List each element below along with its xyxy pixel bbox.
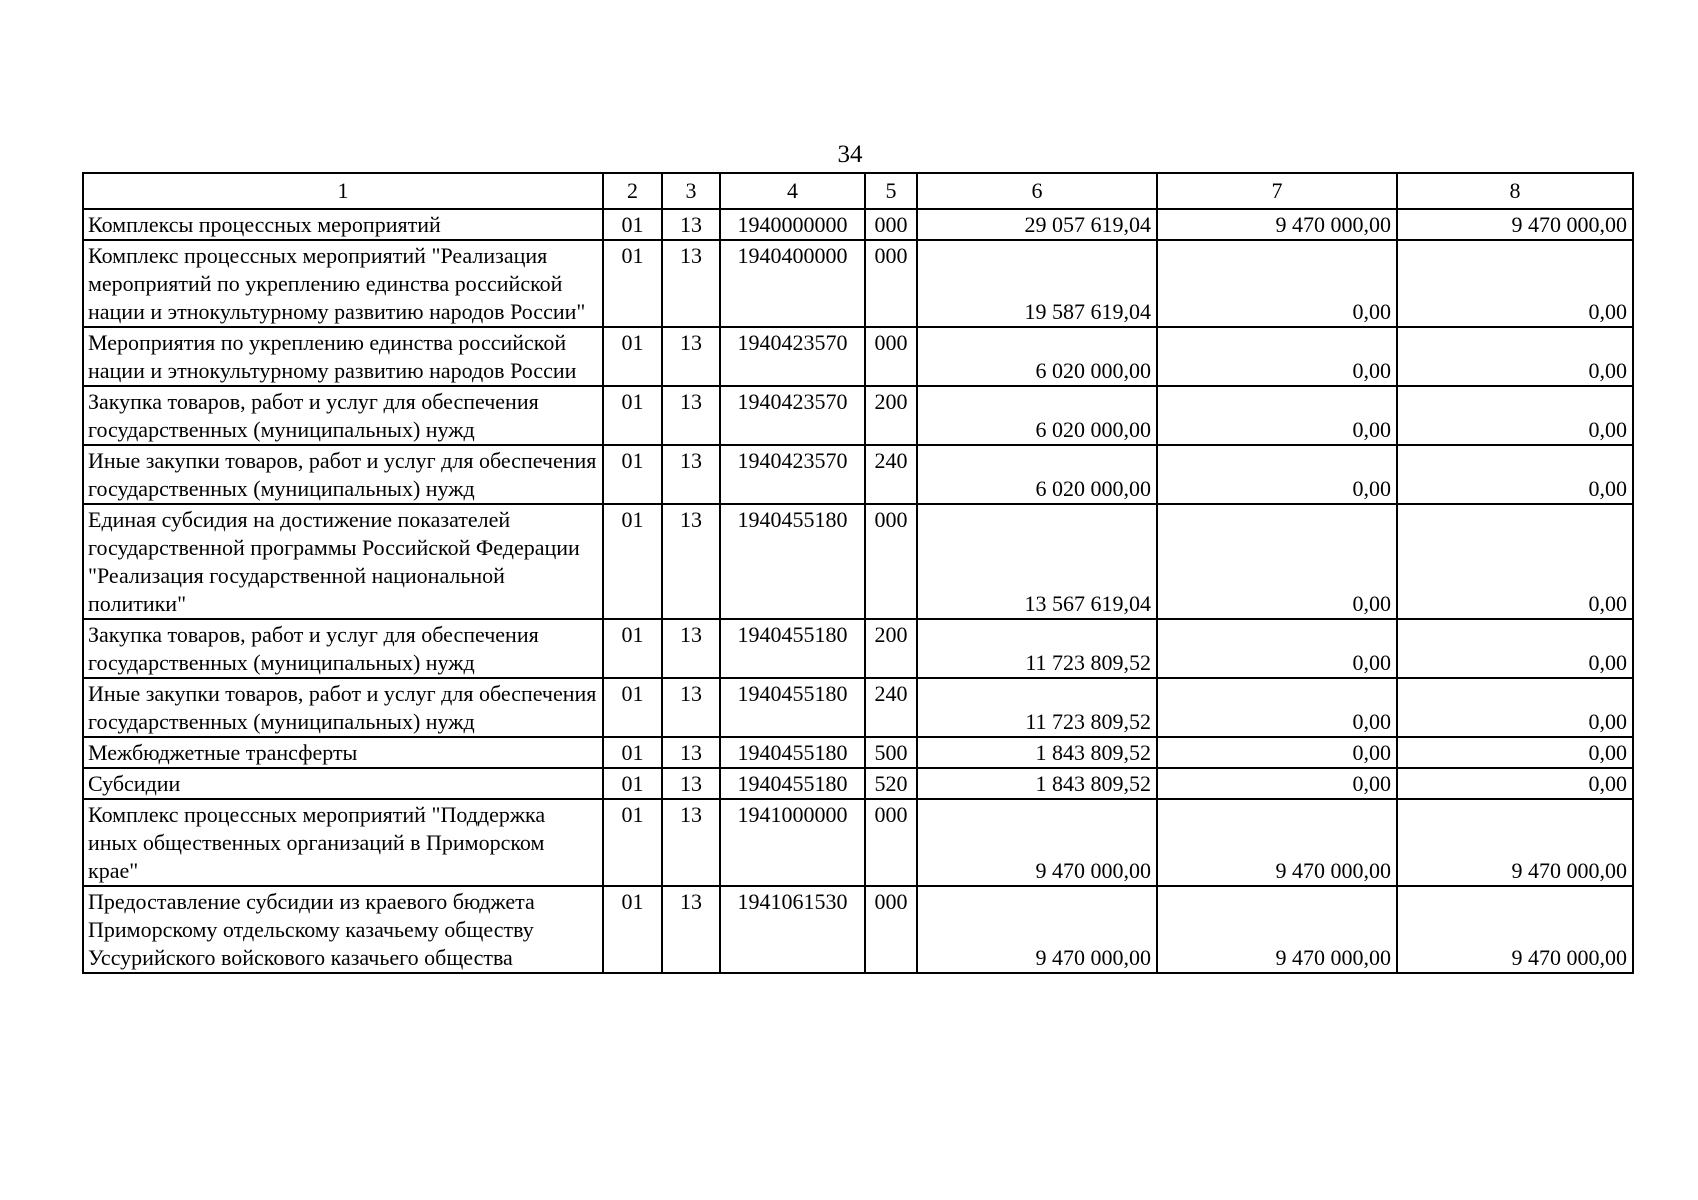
amount-col8-cell: 0,00 <box>1397 240 1633 327</box>
row-name-cell: Субсидии <box>83 768 603 799</box>
subsection-code-cell: 13 <box>662 886 720 973</box>
section-code-cell: 01 <box>603 886 662 973</box>
amount-col7-cell: 0,00 <box>1157 445 1397 504</box>
table-row <box>83 737 1633 768</box>
amount-col7-cell: 0,00 <box>1157 737 1397 768</box>
expense-type-cell: 200 <box>865 619 917 678</box>
section-code-cell: 01 <box>603 504 662 619</box>
expense-type-cell: 200 <box>865 386 917 445</box>
amount-col6-cell: 19 587 619,04 <box>917 240 1157 327</box>
amount-col6-cell: 1 843 809,52 <box>917 768 1157 799</box>
amount-col8-cell: 9 470 000,00 <box>1397 209 1633 240</box>
column-header: 4 <box>720 173 865 209</box>
subsection-code-cell: 13 <box>662 240 720 327</box>
amount-col6-cell: 6 020 000,00 <box>917 327 1157 386</box>
section-code-cell: 01 <box>603 386 662 445</box>
section-code-cell: 01 <box>603 209 662 240</box>
expense-type-cell: 500 <box>865 737 917 768</box>
row-name-cell: Закупка товаров, работ и услуг для обеспечения государственных (муниципальных) нужд <box>83 386 603 445</box>
target-article-cell: 1940455180 <box>720 619 865 678</box>
subsection-code-cell: 13 <box>662 799 720 886</box>
amount-col8-cell: 0,00 <box>1397 619 1633 678</box>
amount-col7-cell: 0,00 <box>1157 678 1397 737</box>
amount-col6-cell: 6 020 000,00 <box>917 386 1157 445</box>
expense-type-cell: 000 <box>865 209 917 240</box>
amount-col8-cell: 0,00 <box>1397 768 1633 799</box>
target-article-cell: 1940455180 <box>720 504 865 619</box>
table-row <box>83 504 1633 619</box>
expense-type-cell: 240 <box>865 678 917 737</box>
subsection-code-cell: 13 <box>662 445 720 504</box>
amount-col6-cell: 11 723 809,52 <box>917 678 1157 737</box>
target-article-cell: 1941061530 <box>720 886 865 973</box>
table-row <box>83 886 1633 973</box>
subsection-code-cell: 13 <box>662 209 720 240</box>
amount-col7-cell: 9 470 000,00 <box>1157 886 1397 973</box>
section-code-cell: 01 <box>603 768 662 799</box>
column-header: 8 <box>1397 173 1633 209</box>
row-name-cell: Мероприятия по укреплению единства российской нации и этнокультурному развитию народов России <box>83 327 603 386</box>
subsection-code-cell: 13 <box>662 678 720 737</box>
amount-col8-cell: 9 470 000,00 <box>1397 799 1633 886</box>
expense-type-cell: 000 <box>865 886 917 973</box>
expense-type-cell: 520 <box>865 768 917 799</box>
expense-type-cell: 000 <box>865 504 917 619</box>
amount-col6-cell: 1 843 809,52 <box>917 737 1157 768</box>
row-name-cell: Комплекс процессных мероприятий "Реализация мероприятий по укреплению единства российской нации и этнокультурному развитию народов России" <box>83 240 603 327</box>
row-name-cell: Иные закупки товаров, работ и услуг для обеспечения государственных (муниципальных) нужд <box>83 445 603 504</box>
table-row <box>83 799 1633 886</box>
row-name-cell: Межбюджетные трансферты <box>83 737 603 768</box>
section-code-cell: 01 <box>603 678 662 737</box>
amount-col6-cell: 9 470 000,00 <box>917 799 1157 886</box>
subsection-code-cell: 13 <box>662 504 720 619</box>
subsection-code-cell: 13 <box>662 619 720 678</box>
expense-type-cell: 000 <box>865 327 917 386</box>
row-name-cell: Комплексы процессных мероприятий <box>83 209 603 240</box>
expense-type-cell: 000 <box>865 799 917 886</box>
amount-col7-cell: 9 470 000,00 <box>1157 799 1397 886</box>
section-code-cell: 01 <box>603 619 662 678</box>
target-article-cell: 1940455180 <box>720 678 865 737</box>
subsection-code-cell: 13 <box>662 386 720 445</box>
table-header-row <box>83 173 1633 209</box>
expense-type-cell: 240 <box>865 445 917 504</box>
amount-col8-cell: 0,00 <box>1397 737 1633 768</box>
column-header: 7 <box>1157 173 1397 209</box>
amount-col6-cell: 13 567 619,04 <box>917 504 1157 619</box>
table-row <box>83 327 1633 386</box>
amount-col8-cell: 0,00 <box>1397 327 1633 386</box>
table-row <box>83 240 1633 327</box>
amount-col7-cell: 9 470 000,00 <box>1157 209 1397 240</box>
section-code-cell: 01 <box>603 799 662 886</box>
amount-col8-cell: 0,00 <box>1397 504 1633 619</box>
subsection-code-cell: 13 <box>662 327 720 386</box>
subsection-code-cell: 13 <box>662 737 720 768</box>
section-code-cell: 01 <box>603 445 662 504</box>
column-header: 5 <box>865 173 917 209</box>
row-name-cell: Предоставление субсидии из краевого бюджета Приморскому отдельскому казачьему обществу Уссурийского войскового казачьего общества <box>83 886 603 973</box>
section-code-cell: 01 <box>603 327 662 386</box>
target-article-cell: 1940000000 <box>720 209 865 240</box>
amount-col8-cell: 0,00 <box>1397 445 1633 504</box>
table-row <box>83 209 1633 240</box>
row-name-cell: Комплекс процессных мероприятий "Поддержка иных общественных организаций в Приморском крае" <box>83 799 603 886</box>
row-name-cell: Иные закупки товаров, работ и услуг для обеспечения государственных (муниципальных) нужд <box>83 678 603 737</box>
target-article-cell: 1940423570 <box>720 327 865 386</box>
amount-col7-cell: 0,00 <box>1157 327 1397 386</box>
amount-col6-cell: 6 020 000,00 <box>917 445 1157 504</box>
amount-col6-cell: 29 057 619,04 <box>917 209 1157 240</box>
target-article-cell: 1940423570 <box>720 445 865 504</box>
target-article-cell: 1941000000 <box>720 799 865 886</box>
table-row <box>83 386 1633 445</box>
page-number: 34 <box>837 141 863 168</box>
table-row <box>83 619 1633 678</box>
expense-type-cell: 000 <box>865 240 917 327</box>
amount-col8-cell: 0,00 <box>1397 386 1633 445</box>
table-row <box>83 768 1633 799</box>
amount-col6-cell: 11 723 809,52 <box>917 619 1157 678</box>
table-row <box>83 445 1633 504</box>
amount-col8-cell: 9 470 000,00 <box>1397 886 1633 973</box>
column-header: 3 <box>662 173 720 209</box>
amount-col7-cell: 0,00 <box>1157 768 1397 799</box>
amount-col7-cell: 0,00 <box>1157 504 1397 619</box>
amount-col7-cell: 0,00 <box>1157 240 1397 327</box>
target-article-cell: 1940400000 <box>720 240 865 327</box>
amount-col7-cell: 0,00 <box>1157 386 1397 445</box>
subsection-code-cell: 13 <box>662 768 720 799</box>
row-name-cell: Закупка товаров, работ и услуг для обеспечения государственных (муниципальных) нужд <box>83 619 603 678</box>
amount-col6-cell: 9 470 000,00 <box>917 886 1157 973</box>
amount-col8-cell: 0,00 <box>1397 678 1633 737</box>
column-header: 6 <box>917 173 1157 209</box>
column-header: 1 <box>83 173 603 209</box>
section-code-cell: 01 <box>603 737 662 768</box>
table-row <box>83 678 1633 737</box>
amount-col7-cell: 0,00 <box>1157 619 1397 678</box>
row-name-cell: Единая субсидия на достижение показателей государственной программы Российской Федерации "Реализация государственной национальной политики" <box>83 504 603 619</box>
target-article-cell: 1940455180 <box>720 737 865 768</box>
column-header: 2 <box>603 173 662 209</box>
target-article-cell: 1940423570 <box>720 386 865 445</box>
budget-table <box>82 172 1634 974</box>
target-article-cell: 1940455180 <box>720 768 865 799</box>
section-code-cell: 01 <box>603 240 662 327</box>
